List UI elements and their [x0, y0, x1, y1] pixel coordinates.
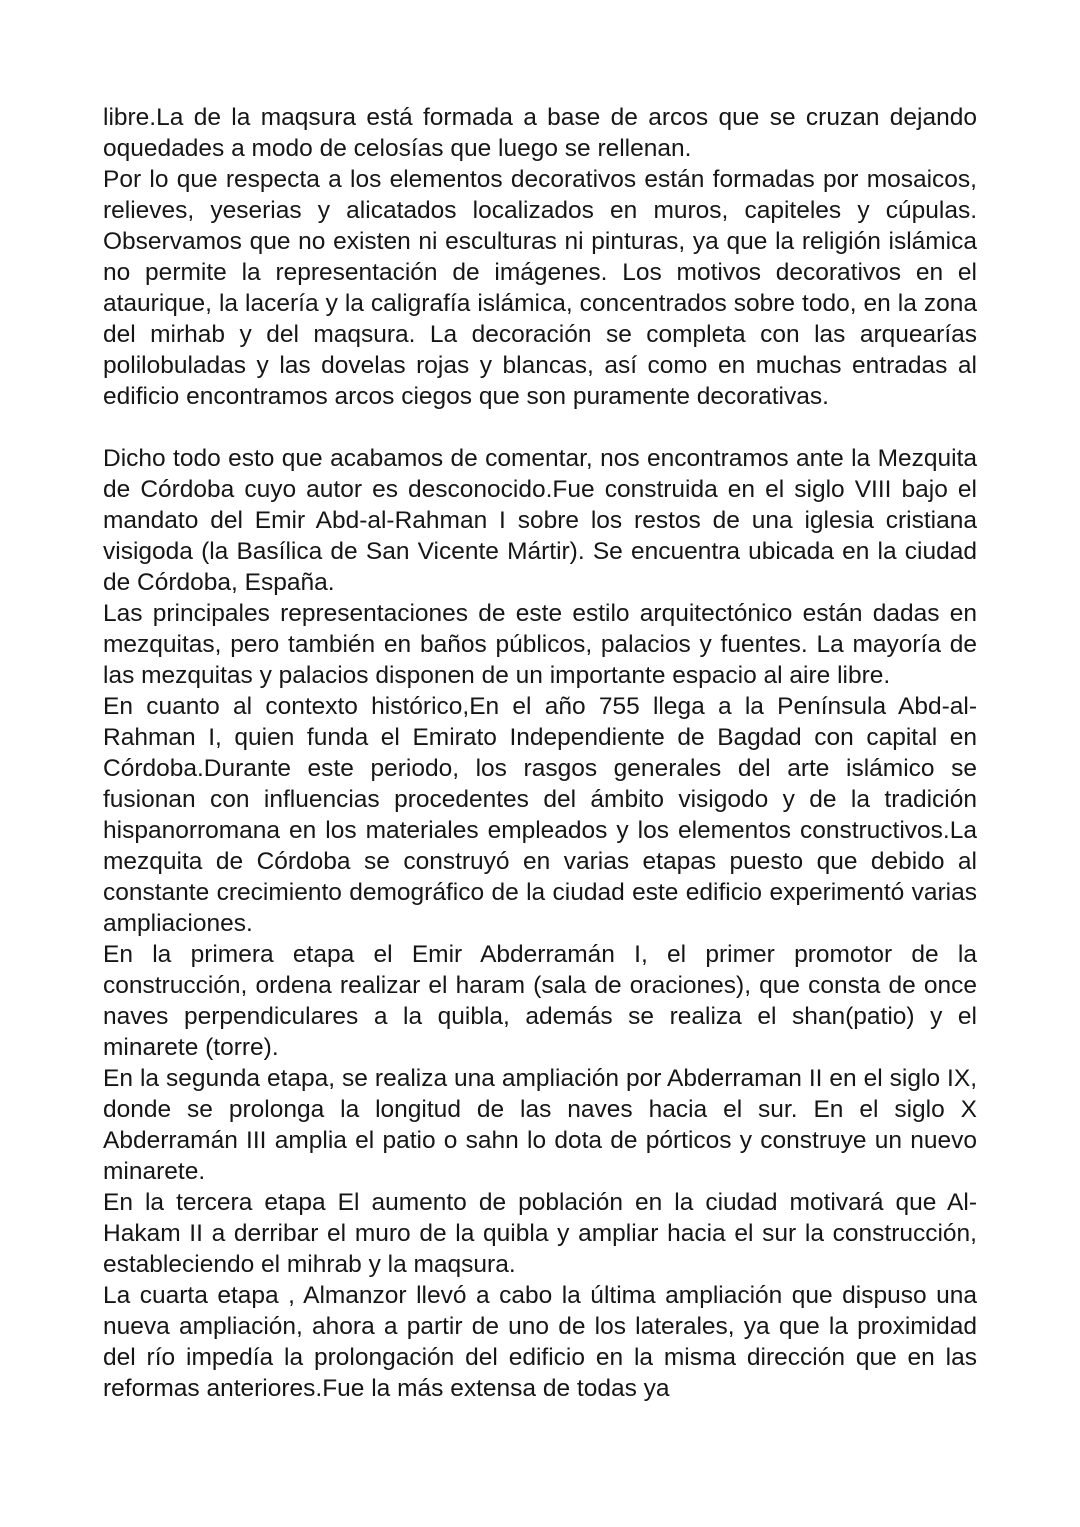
paragraph-decorative-elements: Por lo que respecta a los elementos decorativos están formadas por mosaicos, relieves, yeserias y alicatados localizados en muros, capiteles y cúpulas. Observamos que no existen ni esculturas ni pinturas, ya que la religión islámica no permite la representación de imágenes. Los motivos decorativos en el ataurique, la lacería y la caligrafía islámica, concentrados sobre todo, en la zona del mirhab y del maqsura. La decoración se completa con las arquearías polilobuladas y las dovelas rojas y blancas, así como en muchas entradas al edificio encontramos arcos ciegos que son puramente decorativas.: [103, 166, 977, 410]
paragraph-identification: Dicho todo esto que acabamos de comentar, nos encontramos ante la Mezquita de Córdoba cuyo autor es desconocido.Fue construida en el siglo VIII bajo el mandato del Emir Abd-al-Rahman I sobre los restos de una iglesia cristiana visigoda (la Basílica de San Vicente Mártir). Se encuentra ubicada en la ciudad de Córdoba, España.: [103, 445, 977, 596]
document-page: [103, 102, 977, 1404]
paragraph-first-stage: En la primera etapa el Emir Abderramán I, el primer promotor de la construcción, ordena realizar el haram (sala de oraciones), que consta de once naves perpendiculares a la quibla, además se realiza el shan(patio) y el minarete (torre).: [103, 941, 977, 1061]
paragraph-third-stage: En la tercera etapa El aumento de población en la ciudad motivará que Al-Hakam II a derribar el muro de la quibla y ampliar hacia el sur la construcción, estableciendo el mihrab y la maqsura.: [103, 1189, 977, 1278]
paragraph-historical-context: En cuanto al contexto histórico,En el año 755 llega a la Península Abd-al-Rahman I, quien funda el Emirato Independiente de Bagdad con capital en Córdoba.Durante este periodo, los rasgos generales del arte islámico se fusionan con influencias procedentes del ámbito visigodo y de la tradición hispanorromana en los materiales empleados y los elementos constructivos.La mezquita de Córdoba se construyó en varias etapas puesto que debido al constante crecimiento demográfico de la ciudad este edificio experimentó varias ampliaciones.: [103, 693, 977, 937]
paragraph-maqsura-structure: libre.La de la maqsura está formada a base de arcos que se cruzan dejando oquedades a modo de celosías que luego se rellenan.: [103, 104, 977, 162]
paragraph-spacer: [103, 412, 977, 443]
paragraph-fourth-stage: La cuarta etapa , Almanzor llevó a cabo la última ampliación que dispuso una nueva ampliación, ahora a partir de uno de los laterales, ya que la proximidad del río impedía la prolongación del edificio en la misma dirección que en las reformas anteriores.Fue la más extensa de todas ya: [103, 1282, 977, 1402]
paragraph-style-representations: Las principales representaciones de este estilo arquitectónico están dadas en mezquitas, pero también en baños públicos, palacios y fuentes. La mayoría de las mezquitas y palacios disponen de un importante espacio al aire libre.: [103, 600, 977, 689]
paragraph-second-stage: En la segunda etapa, se realiza una ampliación por Abderraman II en el siglo IX, donde se prolonga la longitud de las naves hacia el sur. En el siglo X Abderramán III amplia el patio o sahn lo dota de pórticos y construye un nuevo minarete.: [103, 1065, 977, 1185]
